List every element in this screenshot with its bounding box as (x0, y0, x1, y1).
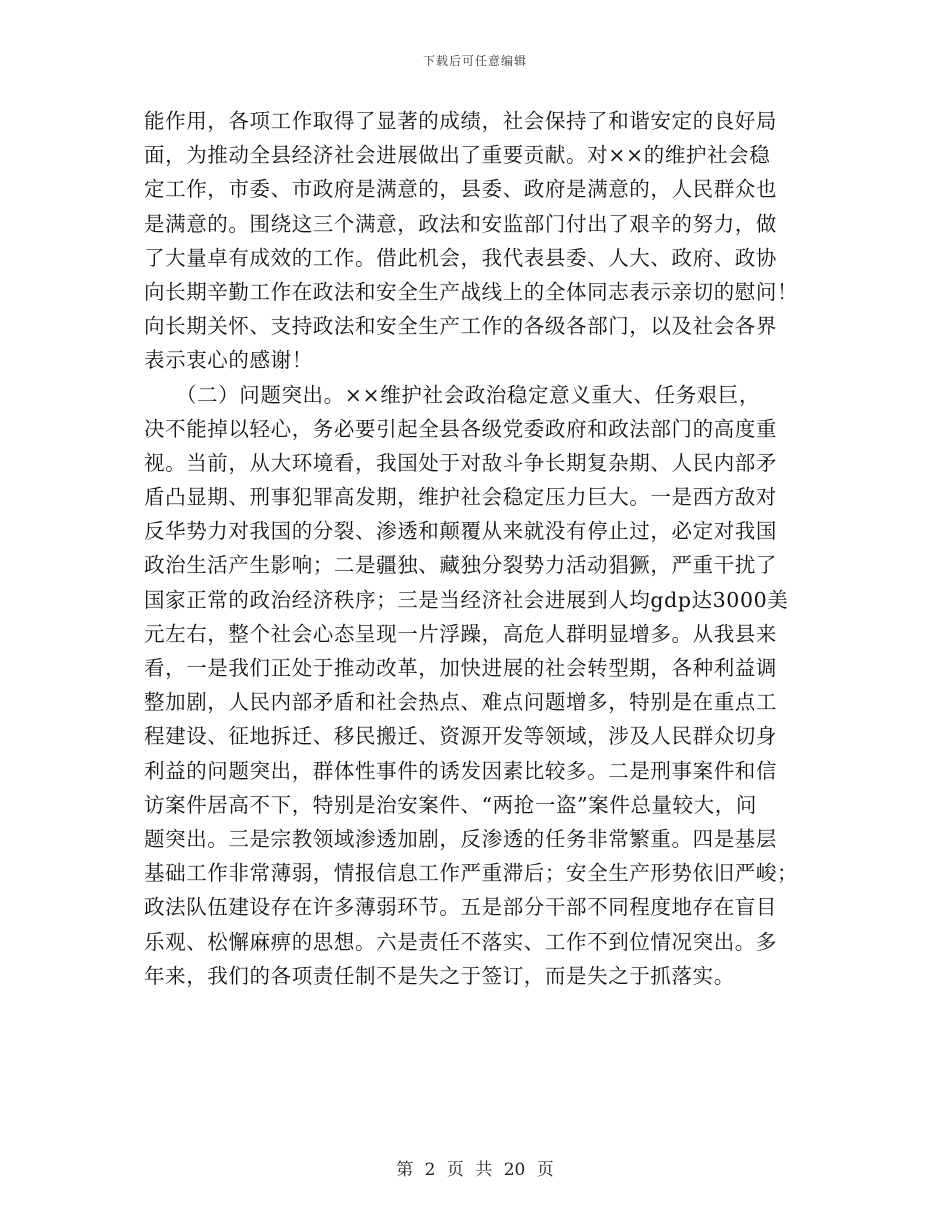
body-text (144, 104, 804, 993)
text-line: （二）问题突出。××维护社会政治稳定意义重大、任务艰巨， (144, 382, 761, 407)
text-line: 政治生活产生影响；二是疆独、藏独分裂势力活动猖獗，严重干扰了 (144, 553, 777, 578)
text-line: 看，一是我们正处于推动改革，加快进展的社会转型期，各种利益调 (144, 656, 777, 680)
page-header: 下载后可任意编辑 (422, 54, 527, 68)
text-line: 表示衷心的感谢！ (144, 348, 313, 373)
text-line: 向长期辛勤工作在政法和安全生产战线上的全体同志表示亲切的慰问！ (144, 279, 799, 304)
text-line: 利益的问题突出，群体性事件的诱发因素比较多。二是刑事案件和信 (144, 758, 777, 783)
text-line: 乐观、松懈麻痹的思想。六是责任不落实、工作不到位情况突出。多 (144, 929, 777, 954)
text-line: 定工作，市委、市政府是满意的，县委、政府是满意的，人民群众也 (144, 177, 777, 202)
text-line: 整加剧，人民内部矛盾和社会热点、难点问题增多，特别是在重点工 (144, 690, 777, 715)
text-line: 向长期关怀、支持政法和安全生产工作的各级各部门，以及社会各界 (144, 314, 777, 339)
text-line: 了大量卓有成效的工作。借此机会，我代表县委、人大、政府、政协 (144, 245, 777, 270)
text-line: 决不能掉以轻心，务必要引起全县各级党委政府和政法部门的高度重 (144, 416, 777, 441)
text-line: 程建设、征地拆迁、移民搬迁、资源开发等领域，涉及人民群众切身 (144, 724, 777, 749)
text-line: 视。当前，从大环境看，我国处于对敌斗争长期复杂期、人民内部矛 (144, 450, 777, 475)
text-line: 元左右，整个社会心态呈现一片浮躁，高危人群明显增多。从我县来 (144, 621, 777, 646)
page-footer: 第 2 页 共 20 页 (396, 1160, 554, 1180)
text-line: 政法队伍建设存在许多薄弱环节。五是部分干部不同程度地存在盲目 (144, 895, 777, 920)
text-line: 国家正常的政治经济秩序；三是当经济社会进展到人均gdp达3000美 (144, 587, 789, 612)
text-line: 反华势力对我国的分裂、渗透和颠覆从来就没有停止过，必定对我国 (144, 519, 777, 544)
text-line: 能作用，各项工作取得了显著的成绩，社会保持了和谐安定的良好局 (144, 109, 777, 133)
text-line: 题突出。三是宗教领域渗透加剧，反渗透的任务非常繁重。四是基层 (144, 826, 777, 851)
text-line: 是满意的。围绕这三个满意，政法和安监部门付出了艰辛的努力，做 (144, 211, 777, 236)
text-line: 盾凸显期、刑事犯罪高发期，维护社会稳定压力巨大。一是西方敌对 (144, 485, 777, 510)
text-line: 访案件居高不下，特别是治安案件、“两抢一盗”案件总量较大，问 (144, 792, 757, 817)
text-line: 基础工作非常薄弱，情报信息工作严重滞后；安全生产形势依旧严峻； (144, 861, 799, 886)
text-line: 面，为推动全县经济社会进展做出了重要贡献。对××的维护社会稳 (144, 143, 771, 168)
text-line: 年来，我们的各项责任制不是失之于签订，而是失之于抓落实。 (144, 963, 735, 988)
